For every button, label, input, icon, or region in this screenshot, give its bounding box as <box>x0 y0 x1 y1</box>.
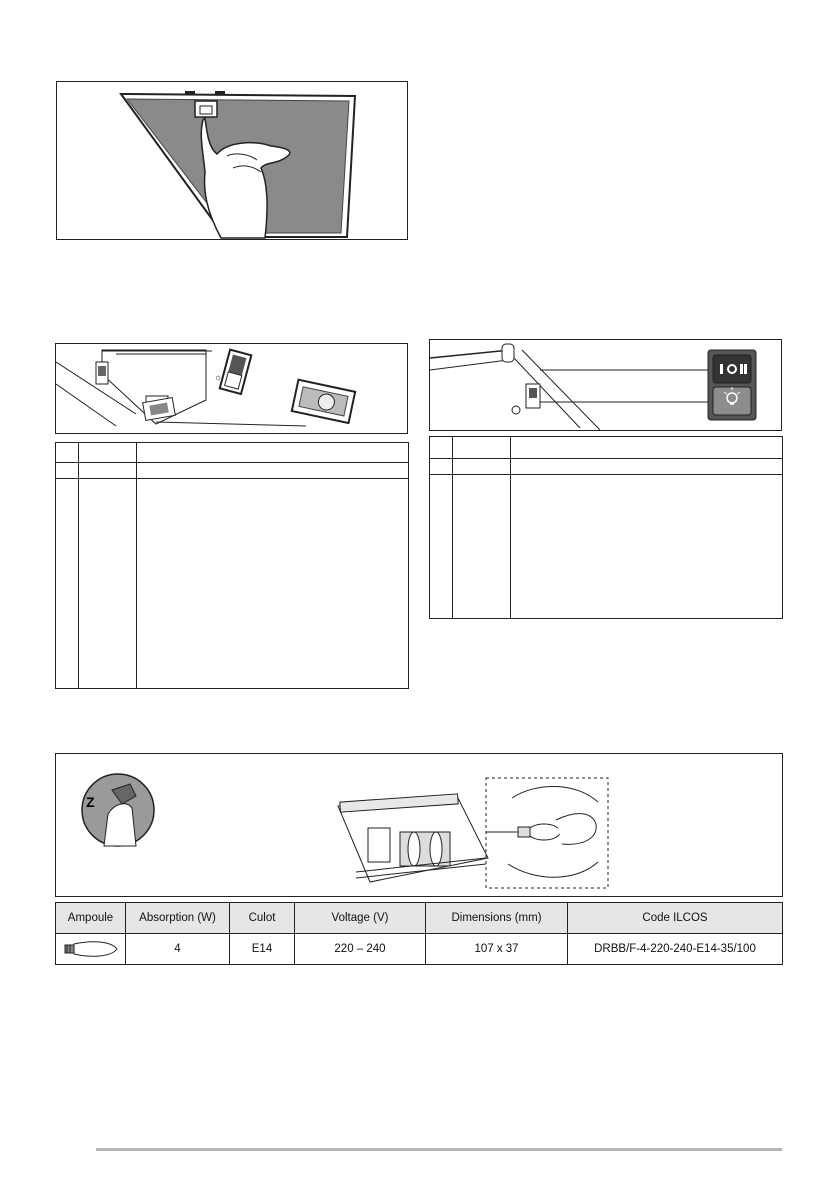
zoom-detail-circle <box>82 774 154 846</box>
absorption-value: 4 <box>126 934 230 965</box>
culot-value: E14 <box>230 934 295 965</box>
candle-bulb-icon <box>61 938 121 960</box>
bulb-replacement-illustration <box>56 754 782 896</box>
header-ilcos: Code ILCOS <box>568 903 783 934</box>
header-culot: Culot <box>230 903 295 934</box>
rocker-panel-illustration <box>430 340 781 430</box>
table-header-row <box>56 903 783 934</box>
voltage-value: 220 – 240 <box>295 934 426 965</box>
light-switch-detail <box>220 350 252 394</box>
table-row <box>56 934 783 965</box>
dimensions-value: 107 x 37 <box>426 934 568 965</box>
table-row <box>56 443 409 463</box>
table-row <box>56 479 409 689</box>
bulb-detail-drawing <box>486 786 598 877</box>
slide-switch-figure <box>55 343 408 434</box>
filter-illustration <box>57 82 407 239</box>
header-ampoule: Ampoule <box>56 903 126 934</box>
header-dimensions: Dimensions (mm) <box>426 903 568 934</box>
table-row <box>56 463 409 479</box>
header-voltage: Voltage (V) <box>295 903 426 934</box>
table-row <box>430 437 783 459</box>
table-row <box>430 459 783 475</box>
bulb-image-cell <box>56 934 126 965</box>
header-absorption: Absorption (W) <box>126 903 230 934</box>
left-info-table <box>55 442 409 689</box>
footer-rule <box>96 1148 782 1151</box>
bulb-replacement-figure <box>55 753 783 897</box>
bulb-spec-table <box>55 902 783 965</box>
control-panel-illustration <box>56 344 407 433</box>
right-info-table <box>429 436 783 619</box>
rocker-switch-figure <box>429 339 782 431</box>
ilcos-value: DRBB/F-4-220-240-E14-35/100 <box>568 934 783 965</box>
fan-switch-detail <box>292 380 355 423</box>
filter-removal-figure <box>56 81 408 240</box>
zoom-letter: Z <box>86 794 95 810</box>
light-bulb-icon: ☼ <box>214 372 223 382</box>
table-row <box>430 475 783 619</box>
hood-open-drawing <box>338 794 488 882</box>
